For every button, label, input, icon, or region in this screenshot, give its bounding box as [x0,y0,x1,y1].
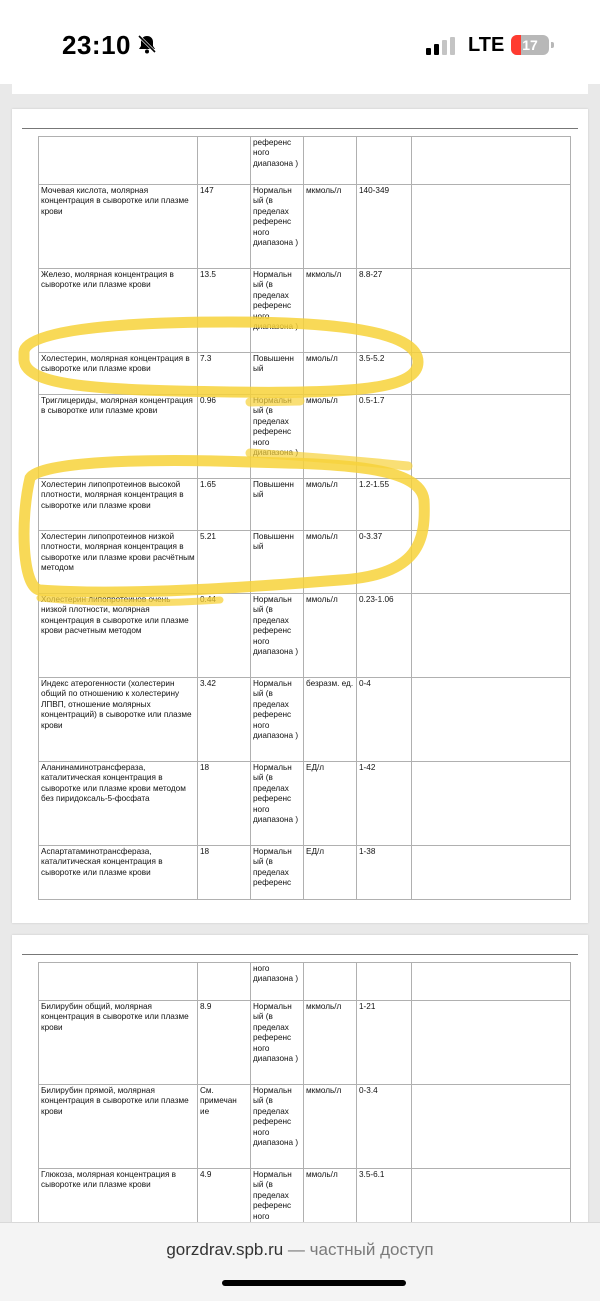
battery-level: 17 [522,37,538,53]
unit-cell [304,963,357,1001]
result-value-cell: См. примечан ие [198,1085,251,1169]
reference-range-cell [357,137,412,185]
result-status-cell: референс ного диапазона ) [251,137,304,185]
unit-cell: мкмоль/л [304,185,357,269]
test-name-cell: Железо, молярная концентрация в сыворотке или плазме крови [39,269,198,353]
result-value-cell: 5.21 [198,531,251,594]
reference-range-cell: 0.23-1.06 [357,594,412,678]
result-status-cell: Нормальн ый (в пределах референс ного диапазона ) [251,594,304,678]
empty-cell [412,678,571,762]
status-time: 23:10 [62,30,131,60]
table-row [39,846,571,900]
table-row [39,531,571,594]
test-name-cell: Аланинаминотрансфераза, каталитическая концентрация в сыворотке или плазме крови методом без пиридоксаль-5-фосфата [39,762,198,846]
empty-cell [412,1001,571,1085]
table-row [39,1169,571,1224]
unit-cell: безразм. ед. [304,678,357,762]
page-rule [22,128,578,129]
unit-cell: ммоль/л [304,531,357,594]
results-table-page-1 [38,136,571,900]
result-value-cell: 13.5 [198,269,251,353]
result-status-cell: Повышенн ый [251,479,304,531]
result-value-cell [198,137,251,185]
empty-cell [412,1085,571,1169]
table-row [39,1001,571,1085]
table-row [39,269,571,353]
table-row [39,594,571,678]
reference-range-cell: 1-38 [357,846,412,900]
unit-cell: мкмоль/л [304,269,357,353]
empty-cell [412,185,571,269]
result-value-cell [198,963,251,1001]
result-status-cell: Нормальн ый (в пределах референс ного диапазона ) [251,185,304,269]
unit-cell: ммоль/л [304,479,357,531]
result-value-cell: 0.44 [198,594,251,678]
reference-range-cell: 140-349 [357,185,412,269]
result-status-cell: ного диапазона ) [251,963,304,1001]
test-name-cell: Билирубин общий, молярная концентрация в сыворотке или плазме крови [39,1001,198,1085]
result-status-cell: Нормальн ый (в пределах референс ного диапазона ) [251,678,304,762]
result-status-cell: Нормальн ый (в пределах референс ного диапазона ) [251,1001,304,1085]
bell-slash-icon [136,33,158,55]
test-name-cell [39,963,198,1001]
test-name-cell: Холестерин липопротеинов очень низкой плотности, молярная концентрация в сыворотке или плазме крови расчетным методом [39,594,198,678]
test-name-cell: Билирубин прямой, молярная концентрация в сыворотке или плазме крови [39,1085,198,1169]
result-value-cell: 4.9 [198,1169,251,1224]
result-status-cell: Нормальн ый (в пределах референс ного диапазона ) [251,1085,304,1169]
empty-cell [412,353,571,395]
table-row [39,353,571,395]
empty-cell [412,963,571,1001]
reference-range-cell: 0-3.4 [357,1085,412,1169]
table-row [39,762,571,846]
reference-range-cell: 0-3.37 [357,531,412,594]
result-value-cell: 3.42 [198,678,251,762]
status-bar [0,0,600,84]
empty-cell [412,594,571,678]
empty-cell [412,137,571,185]
table-row [39,678,571,762]
test-name-cell: Глюкоза, молярная концентрация в сыворотке или плазме крови [39,1169,198,1224]
table-row [39,963,571,1001]
test-name-cell: Аспартатаминотрансфераза, каталитическая концентрация в сыворотке или плазме крови [39,846,198,900]
unit-cell: ЕД/л [304,846,357,900]
table-row [39,185,571,269]
page-rule [22,954,578,955]
table-row [39,1085,571,1169]
unit-cell: ЕД/л [304,762,357,846]
test-name-cell: Триглицериды, молярная концентрация в сыворотке или плазме крови [39,395,198,479]
empty-cell [412,395,571,479]
result-value-cell: 0.96 [198,395,251,479]
browser-bottom-bar [0,1222,600,1301]
unit-cell: ммоль/л [304,395,357,479]
test-name-cell: Холестерин липопротеинов высокой плотности, молярная концентрация в сыворотке или плазме крови [39,479,198,531]
empty-cell [412,269,571,353]
reference-range-cell: 1-42 [357,762,412,846]
address-bar[interactable] [0,1240,600,1260]
result-status-cell: Повышенн ый [251,353,304,395]
result-status-cell: Нормальн ый (в пределах референс ного [251,1169,304,1224]
unit-cell: мкмоль/л [304,1085,357,1169]
reference-range-cell [357,963,412,1001]
table-row [39,137,571,185]
result-status-cell: Повышенн ый [251,531,304,594]
test-name-cell: Мочевая кислота, молярная концентрация в сыворотке или плазме крови [39,185,198,269]
unit-cell: мкмоль/л [304,1001,357,1085]
empty-cell [412,531,571,594]
result-value-cell: 18 [198,846,251,900]
home-indicator[interactable] [222,1280,406,1286]
reference-range-cell: 3.5-6.1 [357,1169,412,1224]
empty-cell [412,479,571,531]
result-value-cell: 7.3 [198,353,251,395]
domain-text: gorzdrav.spb.ru [166,1240,284,1259]
result-value-cell: 1.65 [198,479,251,531]
test-name-cell: Холестерин липопротеинов низкой плотности, молярная концентрация в сыворотке или плазме крови расчётным методом [39,531,198,594]
empty-cell [412,846,571,900]
reference-range-cell: 3.5-5.2 [357,353,412,395]
result-status-cell: Нормальн ый (в пределах референс [251,846,304,900]
result-value-cell: 147 [198,185,251,269]
unit-cell: ммоль/л [304,353,357,395]
empty-cell [412,1169,571,1224]
result-status-cell: Нормальн ый (в пределах референс ного диапазона ) [251,395,304,479]
reference-range-cell: 1.2-1.55 [357,479,412,531]
reference-range-cell: 8.8-27 [357,269,412,353]
carrier-label: LTE [468,34,505,56]
result-value-cell: 18 [198,762,251,846]
test-name-cell: Индекс атерогенности (холестерин общий по отношению к холестерину ЛПВП, отношение молярных концентраций) в сыворотке или плазме крови [39,678,198,762]
empty-cell [412,762,571,846]
table-row [39,479,571,531]
unit-cell [304,137,357,185]
test-name-cell: Холестерин, молярная концентрация в сыворотке или плазме крови [39,353,198,395]
result-status-cell: Нормальн ый (в пределах референс ного диапазона ) [251,762,304,846]
reference-range-cell: 0.5-1.7 [357,395,412,479]
unit-cell: ммоль/л [304,594,357,678]
result-status-cell: Нормальн ый (в пределах референс ного диапазона ) [251,269,304,353]
battery-icon [511,35,555,55]
previous-page-edge [12,84,588,94]
results-table-page-2 [38,962,571,1224]
unit-cell: ммоль/л [304,1169,357,1224]
reference-range-cell: 1-21 [357,1001,412,1085]
reference-range-cell: 0-4 [357,678,412,762]
signal-icon [426,37,458,55]
table-row [39,395,571,479]
domain-suffix: — частный доступ [283,1240,434,1259]
test-name-cell [39,137,198,185]
result-value-cell: 8.9 [198,1001,251,1085]
